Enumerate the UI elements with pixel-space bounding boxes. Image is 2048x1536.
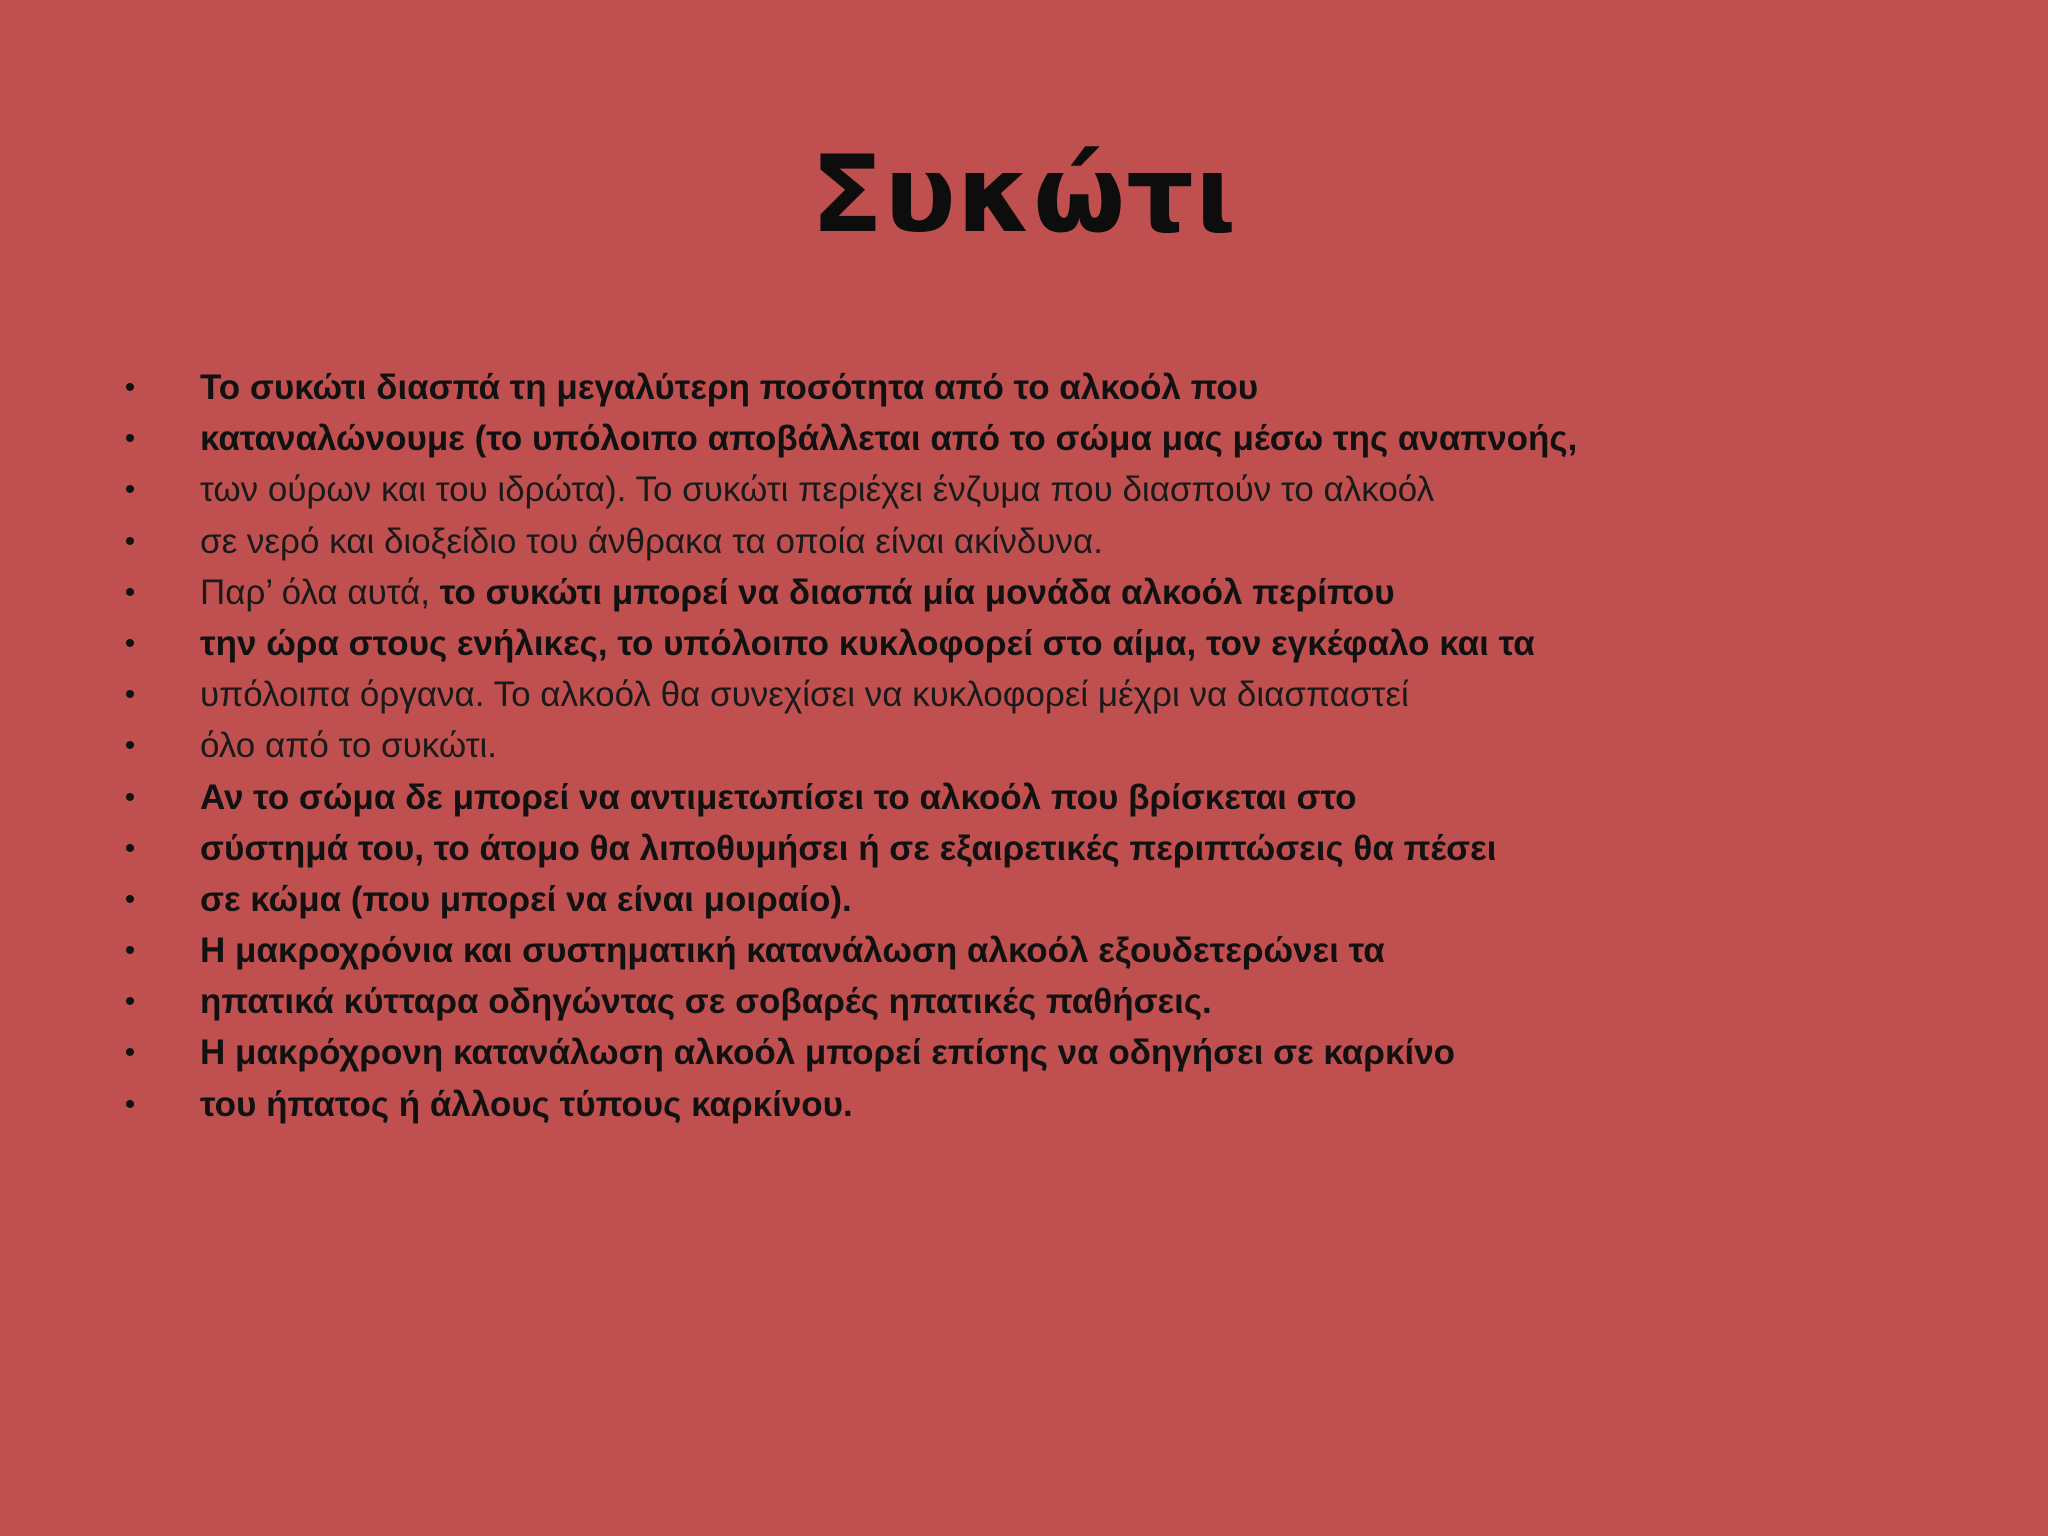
- bullet-text-segment: όλο από το συκώτι.: [200, 726, 498, 766]
- bullet-list: [120, 362, 1970, 1130]
- bullet-line: [120, 874, 1970, 925]
- bullet-dot-icon: •: [124, 934, 136, 968]
- bullet-line: [120, 464, 1970, 515]
- bullet-text-segment: σε κώμα (που μπορεί να είναι μοιραίο).: [200, 879, 852, 919]
- bullet-line: [120, 925, 1970, 976]
- bullet-text-segment: σε νερό και διοξείδιο του άνθρακα τα οποία είναι ακίνδυνα.: [200, 521, 1104, 561]
- bullet-dot-icon: •: [124, 780, 136, 814]
- bullet-text-segment: υπόλοιπα όργανα. Το αλκοόλ θα συνεχίσει να κυκλοφορεί μέχρι να διασπαστεί: [200, 675, 1409, 715]
- bullet-line: [120, 976, 1970, 1027]
- bullet-text-segment: την ώρα στους ενήλικες, το υπόλοιπο κυκλοφορεί στο αίμα, τον εγκέφαλο και τα: [200, 623, 1535, 663]
- bullet-text-segment: ηπατικά κύτταρα οδηγώντας σε σοβαρές ηπατικές παθήσεις.: [200, 982, 1212, 1022]
- bullet-text-segment: καταναλώνουμε (το υπόλοιπο αποβάλλεται από το σώμα μας μέσω της αναπνοής,: [200, 419, 1578, 459]
- bullet-line: [120, 413, 1970, 464]
- bullet-dot-icon: •: [124, 524, 136, 558]
- bullet-dot-icon: •: [124, 626, 136, 660]
- bullet-dot-icon: •: [124, 831, 136, 865]
- bullet-line: [120, 618, 1970, 669]
- bullet-dot-icon: •: [124, 678, 136, 712]
- bullet-line: [120, 1027, 1970, 1078]
- bullet-dot-icon: •: [124, 371, 136, 404]
- bullet-text-segment: των ούρων και του ιδρώτα). Το συκώτι περιέχει ένζυμα που διασπούν το αλκοόλ: [200, 470, 1435, 510]
- bullet-dot-icon: •: [124, 985, 136, 1019]
- bullet-line: [120, 362, 1970, 413]
- bullet-dot-icon: •: [124, 575, 136, 609]
- bullet-dot-icon: •: [124, 473, 136, 507]
- bullet-text-segment: Παρ’ όλα αυτά,: [200, 572, 440, 612]
- bullet-line: [120, 1079, 1970, 1130]
- bullet-dot-icon: •: [124, 1036, 136, 1070]
- bullet-text-segment: σύστημά του, το άτομο θα λιποθυμήσει ή σε εξαιρετικές περιπτώσεις θα πέσει: [200, 828, 1497, 868]
- bullet-text-segment: Η μακροχρόνια και συστηματική κατανάλωση αλκοόλ εξουδετερώνει τα: [200, 931, 1385, 971]
- bullet-line: [120, 720, 1970, 771]
- bullet-text-segment: Το συκώτι διασπά τη μεγαλύτερη ποσότητα από το αλκοόλ που: [200, 368, 1259, 407]
- bullet-dot-icon: •: [124, 882, 136, 916]
- bullet-text-segment: του ήπατος ή άλλους τύπους καρκίνου.: [200, 1084, 853, 1124]
- bullet-line: [120, 772, 1970, 823]
- bullet-dot-icon: •: [124, 422, 136, 456]
- bullet-text-segment: το συκώτι μπορεί να διασπά μία μονάδα αλκοόλ περίπου: [439, 572, 1395, 612]
- bullet-line: [120, 823, 1970, 874]
- bullet-text-segment: Η μακρόχρονη κατανάλωση αλκοόλ μπορεί επίσης να οδηγήσει σε καρκίνο: [200, 1033, 1456, 1073]
- bullet-dot-icon: •: [124, 1087, 136, 1121]
- bullet-dot-icon: •: [124, 729, 136, 763]
- bullet-line: [120, 669, 1970, 720]
- slide-title: Συκώτι: [810, 133, 1238, 256]
- bullet-line: [120, 567, 1970, 618]
- bullet-line: [120, 516, 1970, 567]
- bullet-text-segment: Αν το σώμα δε μπορεί να αντιμετωπίσει το αλκοόλ που βρίσκεται στο: [200, 777, 1357, 817]
